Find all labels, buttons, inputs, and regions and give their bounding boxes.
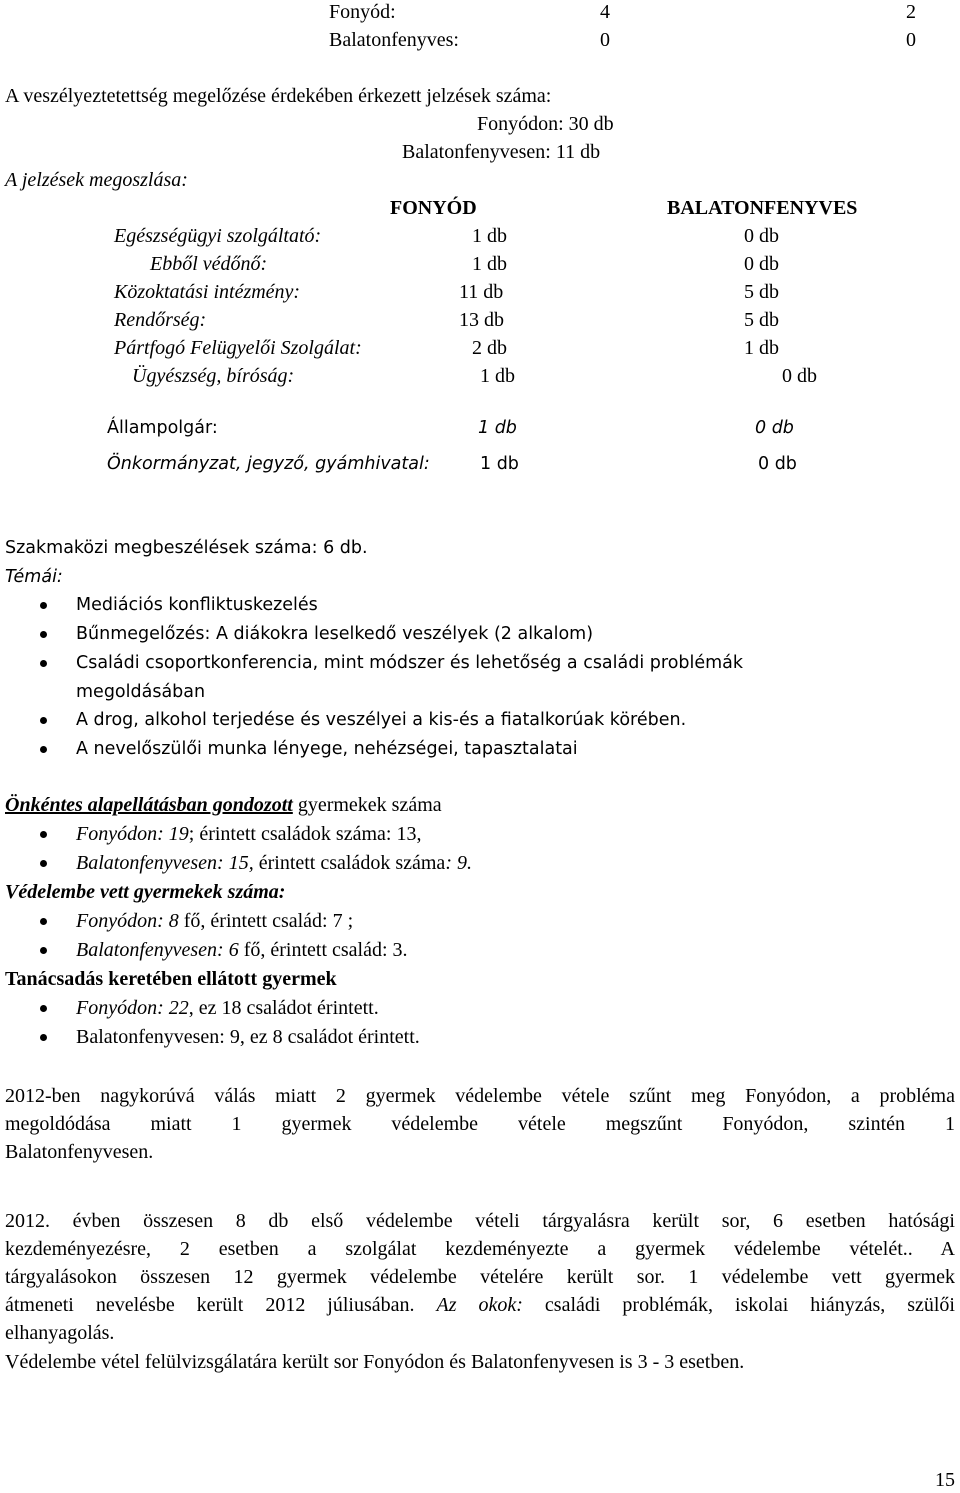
page-number: 15 bbox=[935, 1469, 955, 1491]
col-header-fonyod: FONYÓD bbox=[390, 197, 477, 219]
row-value-education-b: 5 db bbox=[744, 281, 779, 303]
row-label-citizen: Állampolgár: bbox=[107, 418, 218, 438]
voluntary-balaton-count: Balatonfenyvesen: 15, bbox=[76, 852, 254, 874]
bullet-icon bbox=[40, 602, 47, 609]
bullet-icon bbox=[40, 918, 47, 925]
row-label-education: Közoktatási intézmény: bbox=[114, 281, 301, 303]
voluntary-fonyod bbox=[76, 822, 421, 846]
voluntary-fonyod-families: ; érintett családok száma: 13, bbox=[188, 823, 422, 845]
row-label-municipal: Önkormányzat, jegyző, gyámhivatal: bbox=[107, 454, 430, 474]
row-value-health-b: 0 db bbox=[744, 225, 779, 247]
bullet-icon bbox=[40, 860, 47, 867]
signals-heading: A veszélyeztetettség megelőzése érdekében érkezett jelzések száma: bbox=[5, 85, 552, 107]
row-value-probation-f: 2 db bbox=[472, 337, 507, 359]
topic-item: Családi csoportkonferencia, mint módszer és lehetőség a családi problémák bbox=[76, 653, 744, 673]
top-value-fonyod-b: 2 bbox=[906, 1, 916, 23]
row-value-municipal-b: 0 db bbox=[758, 454, 797, 474]
para2-line: tárgyalásokon összesen 12 gyermek védelembe vételére került sor. 1 védelembe vett gyermek bbox=[5, 1266, 955, 1288]
protected-heading: Védelembe vett gyermekek száma: bbox=[5, 881, 286, 903]
bullet-icon bbox=[40, 831, 47, 838]
distribution-title: A jelzések megoszlása: bbox=[5, 169, 188, 191]
topic-item: A drog, alkohol terjedése és veszélyei a kis-és a fiatalkorúak körében. bbox=[76, 710, 687, 730]
counseling-fonyod-families: , ez 18 családot érintett. bbox=[188, 997, 379, 1019]
voluntary-balaton-families-count: : 9. bbox=[445, 852, 472, 874]
para2-reasons-label: Az okok: bbox=[436, 1294, 523, 1316]
topic-item: Mediációs konfliktuskezelés bbox=[76, 595, 318, 615]
para2-line: Védelembe vétel felülvizsgálatára került sor Fonyódon és Balatonfenyvesen is 3 - 3 esetben. bbox=[5, 1351, 745, 1373]
row-label-police: Rendőrség: bbox=[114, 309, 207, 331]
signals-balatonfenyves-total: Balatonfenyvesen: 11 db bbox=[402, 141, 601, 163]
top-value-balatonfenyves-b: 0 bbox=[906, 29, 916, 51]
bullet-icon bbox=[40, 1034, 47, 1041]
bullet-icon bbox=[40, 717, 47, 724]
voluntary-fonyod-count: Fonyódon: 19 bbox=[76, 823, 189, 845]
protected-fonyod-count: Fonyódon: 8 bbox=[76, 910, 179, 932]
para2-line: kezdeményezésre, 2 esetben a szolgálat kezdeményezte a gyermek védelembe vételét.. A bbox=[5, 1238, 955, 1260]
signals-fonyod-total: Fonyódon: 30 db bbox=[477, 113, 614, 135]
protected-balaton-count: Balatonfenyvesen: 6 bbox=[76, 939, 239, 961]
voluntary-heading-rest: gyermekek száma bbox=[292, 794, 442, 816]
topic-item: A nevelőszülői munka lényege, nehézségei, tapasztalatai bbox=[76, 739, 578, 759]
bullet-icon bbox=[40, 947, 47, 954]
row-value-education-f: 11 db bbox=[459, 281, 504, 303]
counseling-fonyod-count: Fonyódon: 22 bbox=[76, 997, 189, 1019]
bullet-icon bbox=[40, 660, 47, 667]
para2-line4-a: átmeneti nevelésbe került 2012 júliusában. bbox=[5, 1294, 437, 1316]
voluntary-heading-emph: Önkéntes alapellátásban gondozott bbox=[5, 794, 293, 816]
row-label-health: Egészségügyi szolgáltató: bbox=[114, 225, 322, 247]
row-value-probation-b: 1 db bbox=[744, 337, 779, 359]
row-value-health-f: 1 db bbox=[472, 225, 507, 247]
row-value-police-f: 13 db bbox=[459, 309, 504, 331]
bullet-icon bbox=[40, 631, 47, 638]
bullet-icon bbox=[40, 746, 47, 753]
row-value-nurse-f: 1 db bbox=[472, 253, 507, 275]
row-value-court-b: 0 db bbox=[782, 365, 817, 387]
protected-balaton-families: fő, érintett család: 3. bbox=[238, 939, 408, 961]
row-value-court-f: 1 db bbox=[480, 365, 515, 387]
counseling-balatonfenyves: Balatonfenyvesen: 9, ez 8 családot érintett. bbox=[76, 1026, 420, 1048]
topic-item: Bűnmegelőzés: A diákokra leselkedő veszélyek (2 alkalom) bbox=[76, 624, 594, 644]
para2-line: 2012. évben összesen 8 db első védelembe vételi tárgyalásra került sor, 6 esetben hatósági bbox=[5, 1210, 955, 1232]
counseling-heading: Tanácsadás keretében ellátott gyermek bbox=[5, 968, 337, 990]
voluntary-heading bbox=[5, 793, 442, 817]
protected-fonyod-families: fő, érintett család: 7 ; bbox=[178, 910, 354, 932]
voluntary-balatonfenyves bbox=[76, 851, 472, 875]
row-value-citizen-f: 1 db bbox=[478, 418, 517, 438]
row-value-municipal-f: 1 db bbox=[480, 454, 519, 474]
para1-line: Balatonfenyvesen. bbox=[5, 1141, 154, 1163]
row-value-nurse-b: 0 db bbox=[744, 253, 779, 275]
row-label-probation: Pártfogó Felügyelői Szolgálat: bbox=[114, 337, 362, 359]
top-label-balatonfenyves: Balatonfenyves: bbox=[329, 29, 459, 51]
para1-line: 2012-ben nagykorúvá válás miatt 2 gyermek védelembe vétele szűnt meg Fonyódon, a probléma bbox=[5, 1085, 955, 1107]
protected-fonyod bbox=[76, 909, 353, 933]
para2-line4-c: családi problémák, iskolai hiányzás, szülői bbox=[522, 1294, 955, 1316]
row-label-nurse: Ebből védőnő: bbox=[150, 253, 268, 275]
row-value-citizen-b: 0 db bbox=[755, 418, 794, 438]
meetings-count: Szakmaközi megbeszélések száma: 6 db. bbox=[5, 538, 368, 558]
bullet-icon bbox=[40, 1005, 47, 1012]
top-label-fonyod: Fonyód: bbox=[329, 1, 396, 23]
row-value-police-b: 5 db bbox=[744, 309, 779, 331]
para2-line4 bbox=[5, 1293, 955, 1317]
topic-item-continuation: megoldásában bbox=[76, 682, 206, 702]
para2-line: elhanyagolás. bbox=[5, 1322, 115, 1344]
para1-line: megoldódása miatt 1 gyermek védelembe vétele megszűnt Fonyódon, szintén 1 bbox=[5, 1113, 955, 1135]
top-value-fonyod-a: 4 bbox=[600, 1, 610, 23]
counseling-fonyod bbox=[76, 996, 379, 1020]
col-header-balatonfenyves: BALATONFENYVES bbox=[667, 197, 858, 219]
protected-balatonfenyves bbox=[76, 938, 408, 962]
meetings-topics-label: Témái: bbox=[5, 567, 63, 587]
row-label-court: Ügyészség, bíróság: bbox=[132, 365, 295, 387]
top-value-balatonfenyves-a: 0 bbox=[600, 29, 610, 51]
voluntary-balaton-families: érintett családok száma bbox=[253, 852, 446, 874]
